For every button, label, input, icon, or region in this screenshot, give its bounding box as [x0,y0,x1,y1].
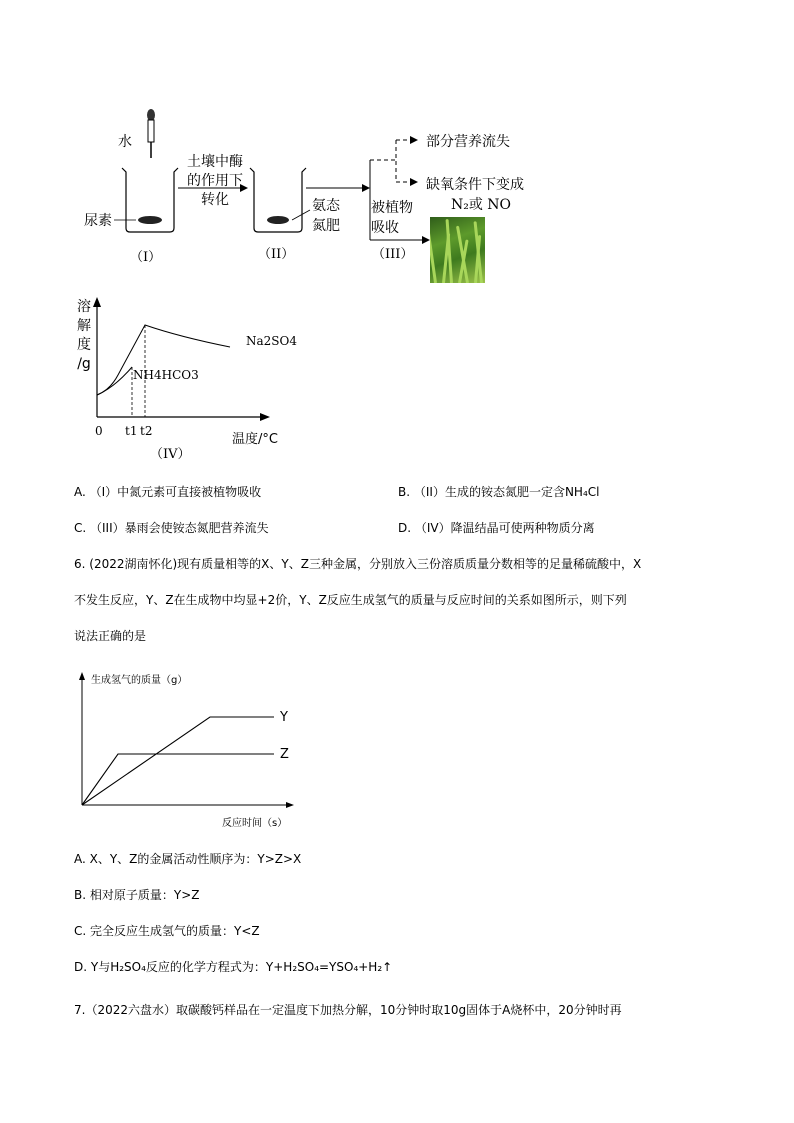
t2-label: t2 [140,424,153,438]
q5-option-D: D. （IV）降温结晶可使两种物质分离 [398,521,595,535]
ammonium-text: 氨态 氮肥 [312,198,340,234]
label-II: （II） [258,247,295,262]
solubility-xlabel: 温度/°C [232,432,278,447]
branch1-text: 部分营养流失 [426,134,510,150]
plant-image [430,217,485,283]
branch2-sub-text: N₂或 NO [451,197,512,213]
absorb-text: 被植物 吸收 [371,200,413,236]
label-III: （III） [372,247,414,262]
h2-chart-xlabel: 反应时间（s） [222,818,288,829]
series-Y-line [82,717,274,805]
arrow1-text: 土壤中酶 的作用下 转化 [187,154,243,208]
q5-option-C: C. （III）暴雨会使铵态氮肥营养流失 [74,521,269,535]
solubility-chart [90,295,280,430]
nh4hco3-label: NH4HCO3 [133,368,199,382]
beaker-I-icon [122,168,178,232]
na2so4-label: Na2SO4 [246,334,297,348]
q6-line3: 说法正确的是 [74,629,147,643]
q5-option-B: B. （II）生成的铵态氮肥一定含NH₄Cl [398,485,600,499]
series-Y-label: Y [280,710,288,725]
label-I: （I） [130,250,162,265]
q6-option-A: A. X、Y、Z的金属活动性顺序为：Y>Z>X [74,852,302,866]
q6-option-D: D. Y与H₂SO₄反应的化学方程式为：Y+H₂SO₄=YSO₄+H₂↑ [74,960,393,974]
na2so4-curve [97,325,230,395]
q6-line1: 6. (2022湖南怀化)现有质量相等的X、Y、Z三种金属，分别放入三份溶质质量分数相等的足量稀硫酸中，X [74,557,642,571]
branch2-text: 缺氧条件下变成 [426,177,524,193]
h2-chart-ylabel: 生成氢气的质量（g） [91,675,188,686]
origin-label: 0 [95,424,103,438]
h2-chart [74,668,304,813]
q6-option-B: B. 相对原子质量：Y>Z [74,888,200,902]
urea-label: 尿素 [84,213,112,229]
beaker-II-icon [250,168,306,232]
q6-option-C: C. 完全反应生成氢气的质量：Y<Z [74,924,260,938]
water-label: 水 [118,134,132,150]
series-Z-line [82,754,274,805]
solubility-ylabel: 溶 解 度 /g [77,299,91,372]
q5-option-A: A. （I）中氮元素可直接被植物吸收 [74,485,262,499]
t1-label: t1 [125,424,138,438]
q6-line2: 不发生反应，Y、Z在生成物中均显+2价，Y、Z反应生成氢气的质量与反应时间的关系如图所示，则下列 [74,593,627,607]
dropper-icon [147,109,155,158]
series-Z-label: Z [280,747,289,762]
label-IV: （IV） [150,447,191,462]
q7-line1: 7.（2022六盘水）取碳酸钙样品在一定温度下加热分解，10分钟时取10g固体于A烧杯中，20分钟时再 [74,1003,622,1017]
